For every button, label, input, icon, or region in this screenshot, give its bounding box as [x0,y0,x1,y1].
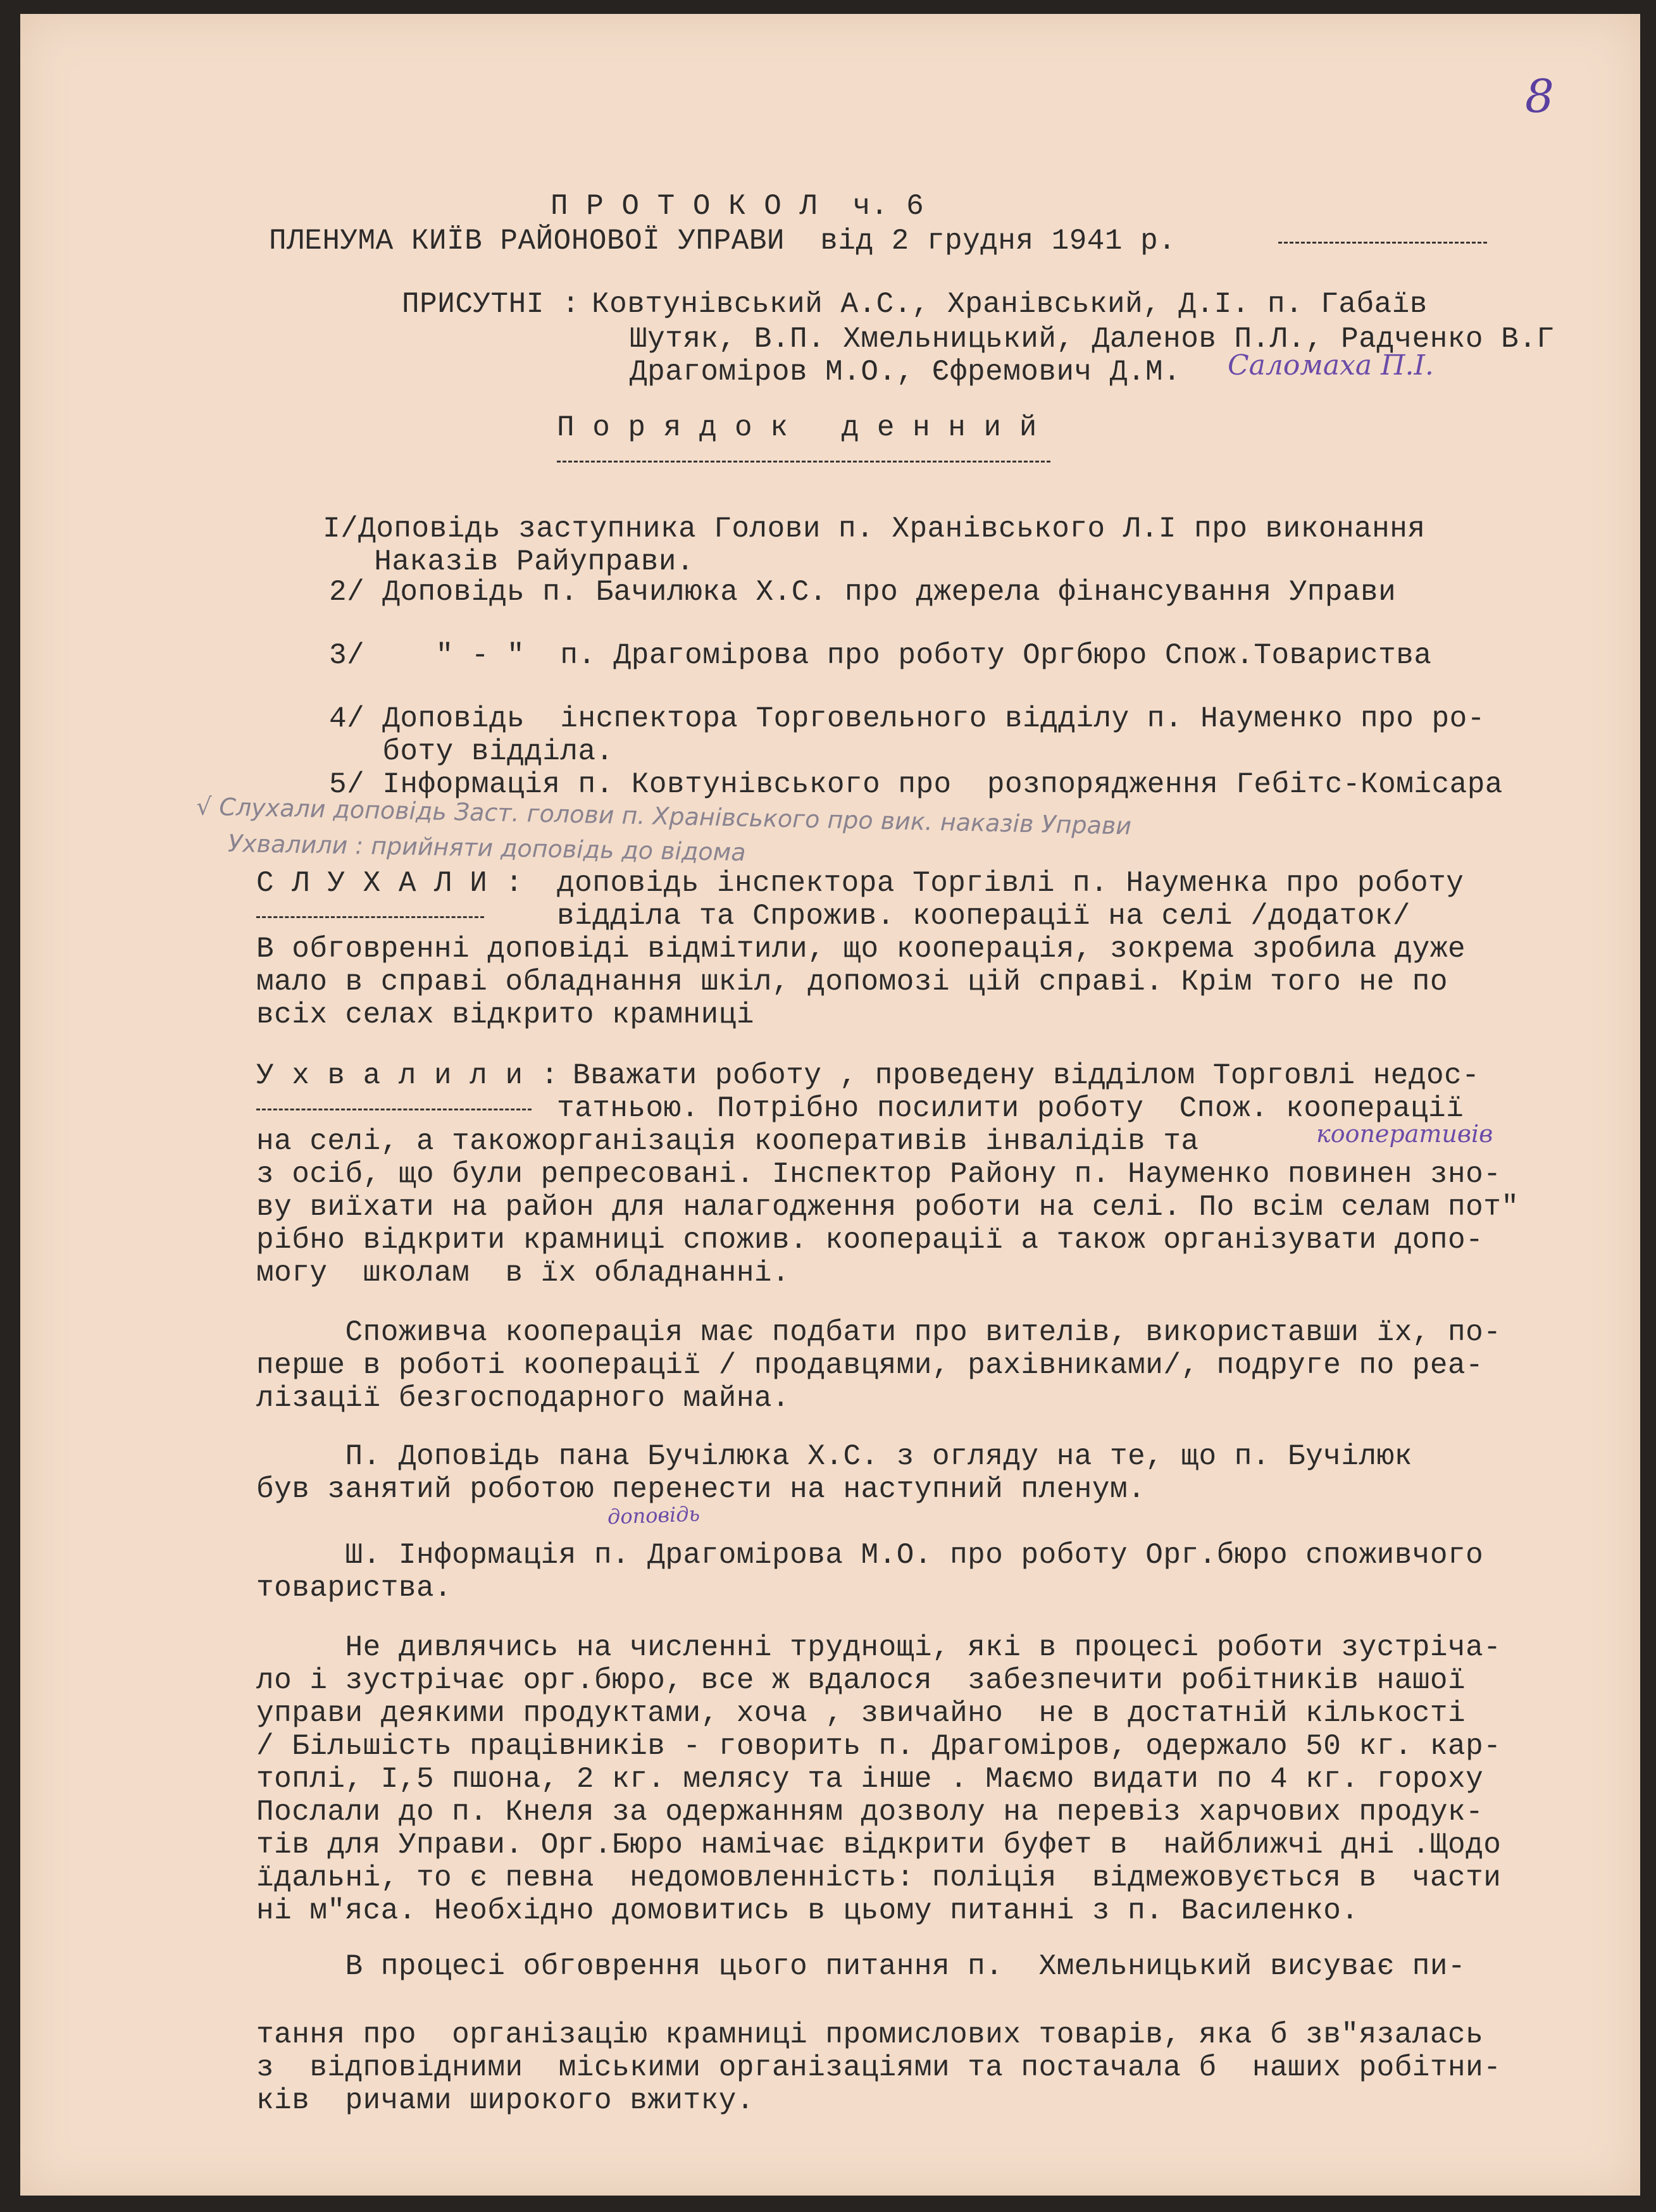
subtitle-dashes [1278,242,1487,244]
resolved-line-6: рібно відкрити крамниці спожив. кооперації а також організувати допо- [256,1224,1484,1257]
paragraph-1-line-2: перше в роботі кооперації / продавцями, рахівниками/, подруге по реа- [256,1349,1484,1382]
paragraph-4-line-8: їдальні, то є певна недомовленність: поліція відмежовується в части [256,1861,1502,1894]
paragraph-5-line-4: ків ричами широкого вжитку. [256,2084,754,2117]
attendance-label: ПРИСУТНІ : [402,288,580,321]
attendance-line-1: Ковтунівський А.С., Хранівський, Д.І. п. Габаїв [592,288,1428,321]
agenda-item-5: 5/ Інформація п. Ковтунівського про розпорядження Гебітс-Комісара [329,768,1503,801]
agenda-item-1-cont: Наказів Райуправи. [339,545,695,578]
document-title: П Р О Т О К О Л ч. 6 [551,190,924,223]
resolved-line-5: ву виїхати на район для налагодження роботи на селі. По всім селам пот" [256,1191,1519,1224]
paragraph-4-line-3: управи деякими продуктами, хоча , звичайно не в достатній кількості [256,1697,1466,1730]
pencil-note-line-1: √ Слухали доповідь Заст. голови п. Хранівського про вик. наказів Управи [196,792,1132,840]
paragraph-4-line-1: Не дивлячись на численні труднощі, які в процесі роботи зустріча- [256,1631,1502,1664]
paragraph-4-line-9: ні м"яса. Необхідно домовитись в цьому питанні з п. Василенко. [256,1894,1359,1927]
attendance-line-2: Шутяк, В.П. Хмельницький, Даленов П.Л., Радченко В.Г [630,323,1555,356]
paragraph-5-line-1: В процесі обговрення цього питання п. Хмельницький висуває пи- [256,1950,1466,1983]
agenda-item-3: 3/ " - " п. Драгомірова про роботу Оргбюро Спож.Товариства [329,639,1432,672]
heard-label: С Л У Х А Л И : [256,867,523,900]
paragraph-4-line-7: тів для Управи. Орг.Бюро намічає відкрити буфет в найближчі дні .Щодо [256,1829,1502,1861]
resolved-label: У х в а л и л и : [256,1059,559,1092]
heard-text-2: відділа та Спрожив. кооперації на селі /додаток/ [557,900,1411,933]
heard-discussion-1: В обговренні доповіді відмітили, що кооперація, зокрема зробила дуже [256,933,1466,966]
attendance-line-3: Драгоміров М.О., Єфремович Д.М. [630,356,1181,388]
agenda-item-4-cont: боту відділа. [329,735,614,768]
document-subtitle: ПЛЕНУМА КИЇВ РАЙОНОВОЇ УПРАВИ від 2 грудня 1941 р. [269,225,1176,258]
page-number: 8 [1525,70,1554,123]
resolved-line-7: могу школам в їх обладнанні. [256,1257,790,1289]
paragraph-4-line-6: Послали до п. Кнеля за одержанням дозволу на перевіз харчових продук- [256,1796,1484,1829]
paragraph-1-line-1: Споживча кооперація має подбати про вителів, використавши їх, по- [256,1316,1502,1349]
paragraph-2-line-1: П. Доповідь пана Бучілюка Х.С. з огляду на те, що п. Бучілюк [256,1440,1412,1473]
agenda-heading: П о р я д о к д е н н и й [557,411,1037,444]
resolved-line-2: татньою. Потрібно посилити роботу Спож. кооперації [557,1092,1464,1125]
paragraph-4-line-2: ло і зустрічає орг.бюро, все ж вдалося забезпечити робітників нашої [256,1664,1466,1697]
pencil-note-line-2: Ухвалили : прийняти доповідь до відома [227,829,746,867]
resolved-line-1: Вважати роботу , проведену відділом Торговлі недос- [573,1059,1480,1092]
paragraph-2-handwritten: доповідь [607,1501,700,1529]
heard-discussion-2: мало в справі обладнання шкіл, допомозі цій справі. Крім того не по [256,966,1448,998]
resolved-handwritten-insert: кооперативів [1316,1120,1493,1148]
heard-discussion-3: всіх селах відкрито крамниці [256,998,754,1031]
resolved-line-3: на селі, а такожорганізація кооперативів інвалідів та [256,1125,1199,1158]
paragraph-3-line-2: товариства. [256,1572,452,1605]
paragraph-4-line-4: / Більшість працівників - говорить п. Драгоміров, одержало 50 кг. кар- [256,1730,1502,1763]
paragraph-4-line-5: топлі, І,5 пшона, 2 кг. мелясу та інше . Маємо видати по 4 кг. гороху [256,1763,1484,1796]
attendance-handwritten: Саломаха П.І. [1228,349,1434,382]
heard-underline [256,916,484,918]
paragraph-3-line-1: Ш. Інформація п. Драгомірова М.О. про роботу Орг.бюро споживчого [256,1539,1484,1572]
agenda-item-1: І/Доповідь заступника Голови п. Хранівського Л.І про виконання [323,513,1426,545]
resolved-line-4: з осіб, що були репресовані. Інспектор Району п. Науменко повинен зно- [256,1158,1502,1191]
paragraph-5-line-2: тання про організацію крамниці промислових товарів, яка б зв"язалась [256,2018,1484,2051]
paragraph-2-line-2: був занятий роботою перенести на наступний пленум. [256,1473,1146,1506]
agenda-heading-underline [557,461,1050,463]
paragraph-1-line-3: лізації безгосподарного майна. [256,1382,790,1415]
paragraph-5-line-3: з відповідними міськими організаціями та постачала б наших робітни- [256,2051,1502,2084]
agenda-item-4: 4/ Доповідь інспектора Торговельного відділу п. Науменко про ро- [329,702,1485,735]
agenda-item-2: 2/ Доповідь п. Бачилюка Х.С. про джерела фінансування Управи [329,576,1397,609]
heard-text-1: доповідь інспектора Торгівлі п. Науменка про роботу [557,867,1464,900]
resolved-underline [256,1109,532,1110]
